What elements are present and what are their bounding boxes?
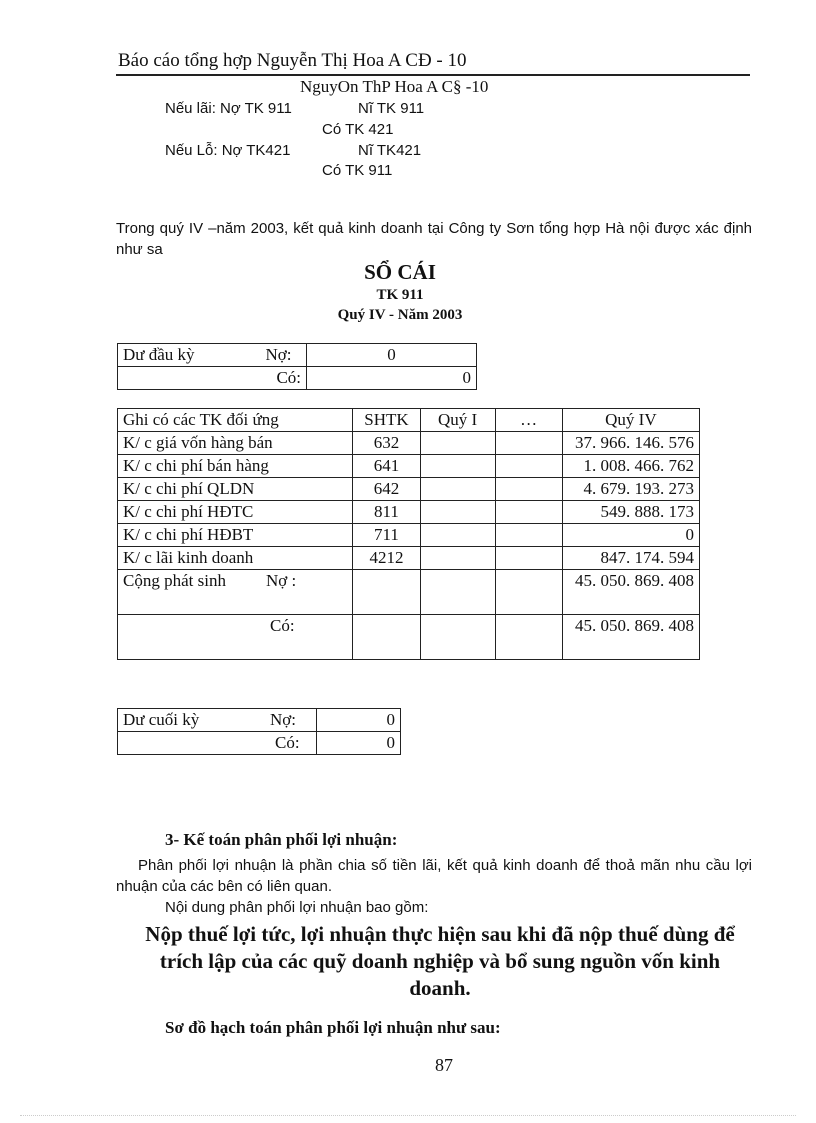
- page-number: 87: [435, 1055, 453, 1075]
- opening-debit-label: Nợ:: [265, 345, 292, 364]
- table-row: [118, 615, 700, 660]
- empty-cell: [495, 524, 562, 547]
- closing-label-cell: [118, 709, 317, 732]
- opening-credit-label: Có:: [118, 367, 307, 390]
- journal-line-loss: Nếu Lỗ: Nợ TK421: [165, 142, 291, 159]
- closing-debit-value: 0: [317, 709, 401, 732]
- table-header-row: [118, 409, 700, 432]
- row-q4: 847. 174. 594: [562, 547, 699, 570]
- total-debit-label-cell: [118, 570, 353, 615]
- empty-cell: [420, 615, 495, 660]
- header-cell: Ghi có các TK đối ứng: [118, 409, 353, 432]
- journal-line-loss-credit: Có TK 911: [322, 162, 393, 179]
- ledger-title: SỔ CÁI: [364, 260, 436, 284]
- row-label: K/ c giá vốn hàng bán: [118, 432, 353, 455]
- intro-paragraph: Trong quý IV –năm 2003, kết quả kinh doanh tại Công ty Sơn tổng hợp Hà nội được xác định như sa: [116, 220, 752, 258]
- table-row: [118, 432, 700, 455]
- row-label: K/ c chi phí QLDN: [118, 478, 353, 501]
- row-q4: 1. 008. 466. 762: [562, 455, 699, 478]
- table-row: [118, 367, 477, 390]
- total-credit-label: Có:: [118, 615, 353, 660]
- table-row: [118, 455, 700, 478]
- page-header-title: Báo cáo tổng hợp Nguyễn Thị Hoa A CĐ - 10: [118, 50, 467, 71]
- empty-cell: [495, 547, 562, 570]
- row-shtk: 711: [353, 524, 420, 547]
- row-shtk: 642: [353, 478, 420, 501]
- empty-cell: [495, 570, 562, 615]
- ledger-table: [117, 408, 700, 660]
- table-row: [118, 570, 700, 615]
- row-label: K/ c chi phí bán hàng: [118, 455, 353, 478]
- row-q4: 549. 888. 173: [562, 501, 699, 524]
- footer-divider: [20, 1115, 796, 1116]
- opening-label-cell: [118, 344, 307, 367]
- opening-label: Dư đầu kỳ: [123, 345, 195, 364]
- opening-balance-table: [117, 343, 477, 390]
- total-debit-label: Nợ :: [266, 571, 297, 590]
- closing-balance-table: [117, 708, 401, 755]
- total-debit-value: 45. 050. 869. 408: [562, 570, 699, 615]
- table-row: [118, 478, 700, 501]
- row-shtk: 811: [353, 501, 420, 524]
- closing-debit-label: Nợ:: [270, 710, 296, 729]
- empty-cell: [420, 501, 495, 524]
- header-cell: Quý IV: [562, 409, 699, 432]
- diagram-heading: Sơ đồ hạch toán phân phối lợi nhuận như sau:: [165, 1018, 501, 1037]
- closing-credit-value: 0: [317, 732, 401, 755]
- empty-cell: [353, 615, 420, 660]
- empty-cell: [495, 432, 562, 455]
- page-header-subtitle: NguyOn ThP Hoa A C§ -10: [300, 77, 489, 96]
- row-q4: 4. 679. 193. 273: [562, 478, 699, 501]
- row-q4: 37. 966. 146. 576: [562, 432, 699, 455]
- table-row: [118, 524, 700, 547]
- section-3-content-intro: Nội dung phân phối lợi nhuận bao gồm:: [165, 899, 429, 916]
- header-cell: SHTK: [353, 409, 420, 432]
- section-3-heading: 3- Kế toán phân phối lợi nhuận:: [165, 830, 398, 849]
- journal-line-loss-right: Nĩ TK421: [358, 142, 422, 159]
- empty-cell: [495, 455, 562, 478]
- ledger-period: Quý IV - Năm 2003: [337, 307, 463, 323]
- ledger-account: TK 911: [376, 287, 424, 303]
- journal-line-profit: Nếu lãi: Nợ TK 911: [165, 100, 292, 117]
- empty-cell: [495, 478, 562, 501]
- empty-cell: [420, 432, 495, 455]
- row-shtk: 4212: [353, 547, 420, 570]
- table-row: [118, 732, 401, 755]
- row-shtk: 641: [353, 455, 420, 478]
- section-3-emphasis: Nộp thuế lợi tức, lợi nhuận thực hiện sau khi đã nộp thuế dùng để trích lập của các quỹ doanh nghiệp và bổ sung nguồn vốn kinh doanh.: [145, 922, 735, 1000]
- journal-line-profit-credit: Có TK 421: [322, 121, 394, 138]
- empty-cell: [420, 547, 495, 570]
- empty-cell: [495, 501, 562, 524]
- empty-cell: [495, 615, 562, 660]
- closing-credit-label: Có:: [118, 732, 317, 755]
- row-q4: 0: [562, 524, 699, 547]
- row-label: K/ c chi phí HĐTC: [118, 501, 353, 524]
- table-row: [118, 344, 477, 367]
- row-label: K/ c lãi kinh doanh: [118, 547, 353, 570]
- row-label: K/ c chi phí HĐBT: [118, 524, 353, 547]
- journal-line-profit-right: Nĩ TK 911: [358, 100, 425, 117]
- empty-cell: [420, 478, 495, 501]
- header-cell: Quý I: [420, 409, 495, 432]
- opening-credit-value: 0: [307, 367, 477, 390]
- section-3-paragraph: Phân phối lợi nhuận là phần chia số tiền lãi, kết quả kinh doanh để thoả mãn nhu cầu lợi nhuận của các bên có liên quan.: [116, 857, 752, 895]
- total-credit-value: 45. 050. 869. 408: [562, 615, 699, 660]
- opening-debit-value: 0: [307, 344, 477, 367]
- empty-cell: [420, 524, 495, 547]
- closing-label: Dư cuối kỳ: [123, 710, 200, 729]
- table-row: [118, 709, 401, 732]
- empty-cell: [420, 455, 495, 478]
- table-row: [118, 547, 700, 570]
- empty-cell: [420, 570, 495, 615]
- row-shtk: 632: [353, 432, 420, 455]
- header-cell: …: [495, 409, 562, 432]
- total-label: Cộng phát sinh: [123, 571, 226, 590]
- empty-cell: [353, 570, 420, 615]
- table-row: [118, 501, 700, 524]
- header-rule: [116, 74, 750, 76]
